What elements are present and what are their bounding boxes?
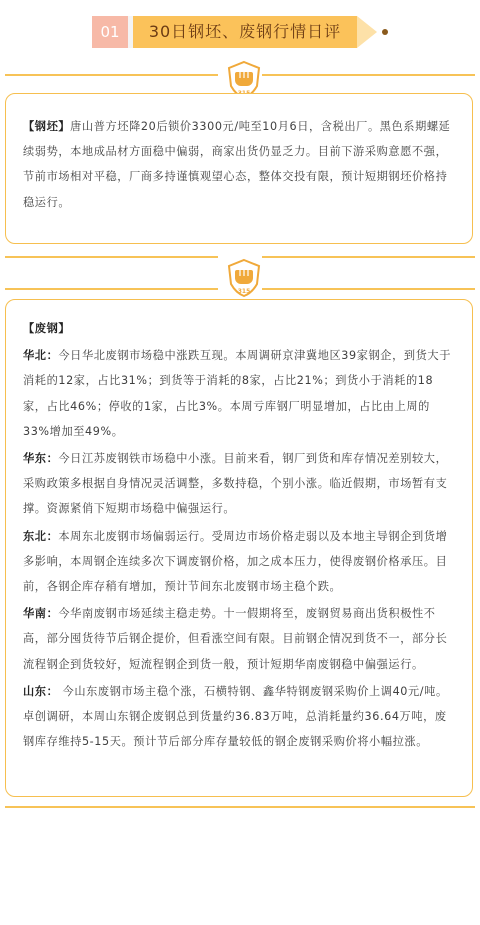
region-label: 东北： (23, 529, 59, 543)
header-arrow-icon (357, 16, 377, 48)
bottom-divider (5, 806, 475, 808)
region-text: 今日华北废钢市场稳中涨跌互现。本周调研京津冀地区39家钢企，到货大于消耗的12家，占比31%；到货等于消耗的8家，占比21%；到货小于消耗的18家，占比46%；停收的1家，占比3%。本周亏库钢厂明显增加，占比由上周的33%增加至49%。 (23, 349, 452, 438)
region-label: 华北： (23, 349, 59, 363)
region-text: 今日江苏废钢铁市场稳中小涨。目前来看，钢厂到货和库存情况差别较大，采购政策多根据自身情况灵活调整，多数持稳，个别小涨。临近假期，市场暂有支撑。资源紧俏下短期市场稳中偏强运行。 (23, 452, 448, 516)
header-dot-icon (382, 29, 388, 35)
divider-line-left (5, 256, 218, 258)
scrap-paragraph-east (23, 446, 454, 522)
fist-icon (226, 258, 262, 298)
scrap-paragraph-north (23, 343, 454, 444)
divider-line-left-lower (5, 288, 218, 290)
section-title: 30日钢坯、废钢行情日评 (133, 16, 357, 48)
region-text: 今华南废钢市场延续主稳走势。十一假期将至，废钢贸易商出货积极性不高，部分囤货待节后钢企提价，但看涨空间有限。目前钢企情况到货不一，部分长流程钢企到货较好，短流程钢企到货一般，预计短期华南废钢稳中偏强运行。 (23, 607, 448, 671)
billet-paragraph (23, 114, 454, 215)
divider-line-right-lower (262, 288, 475, 290)
region-label: 山东： (23, 684, 59, 698)
emblem-caption: 315 (237, 288, 251, 295)
billet-tag: 【钢坯】 (23, 120, 71, 133)
billet-text: 唐山普方坯降20后锁价3300元/吨至10月6日，含税出厂。黑色系期螺延续弱势，本地成品材方面稳中偏弱，商家出货仍显乏力。目前下游采购意愿不强，节前市场相对平稳，厂商多持谨慎观望心态，整体交投有限，预计短期钢坯价格持稳运行。 (23, 120, 451, 209)
scrap-panel (5, 299, 473, 797)
region-label: 华东： (23, 452, 59, 466)
section-header (92, 16, 392, 48)
divider-line-right (262, 74, 475, 76)
scrap-paragraph-south (23, 601, 454, 677)
scrap-tag: 【废钢】 (23, 322, 71, 335)
divider-middle (5, 258, 475, 298)
scrap-paragraph-northeast (23, 524, 454, 600)
region-label: 华南： (23, 607, 59, 621)
divider-line-left (5, 74, 218, 76)
region-text: 本周东北废钢市场偏弱运行。受周边市场价格走弱以及本地主导钢企到货增多影响，本周钢企连续多次下调废钢价格，加之成本压力，使得废钢价格承压。目前，各钢企库存稍有增加，预计节间东北废钢市场主稳个跌。 (23, 529, 448, 594)
region-text: 今山东废钢市场主稳个涨，石横特钢、鑫华特钢废钢采购价上调40元/吨。卓创调研，本周山东钢企废钢总到货量约36.83万吨，总消耗量约36.64万吨，废钢库存维持5-15天。预计节后部分库存量较低的钢企废钢采购价将小幅拉涨。 (23, 684, 448, 749)
divider-line-right (262, 256, 475, 258)
billet-panel (5, 93, 473, 244)
section-number: 01 (92, 16, 128, 48)
scrap-paragraph-shandong (23, 679, 454, 755)
